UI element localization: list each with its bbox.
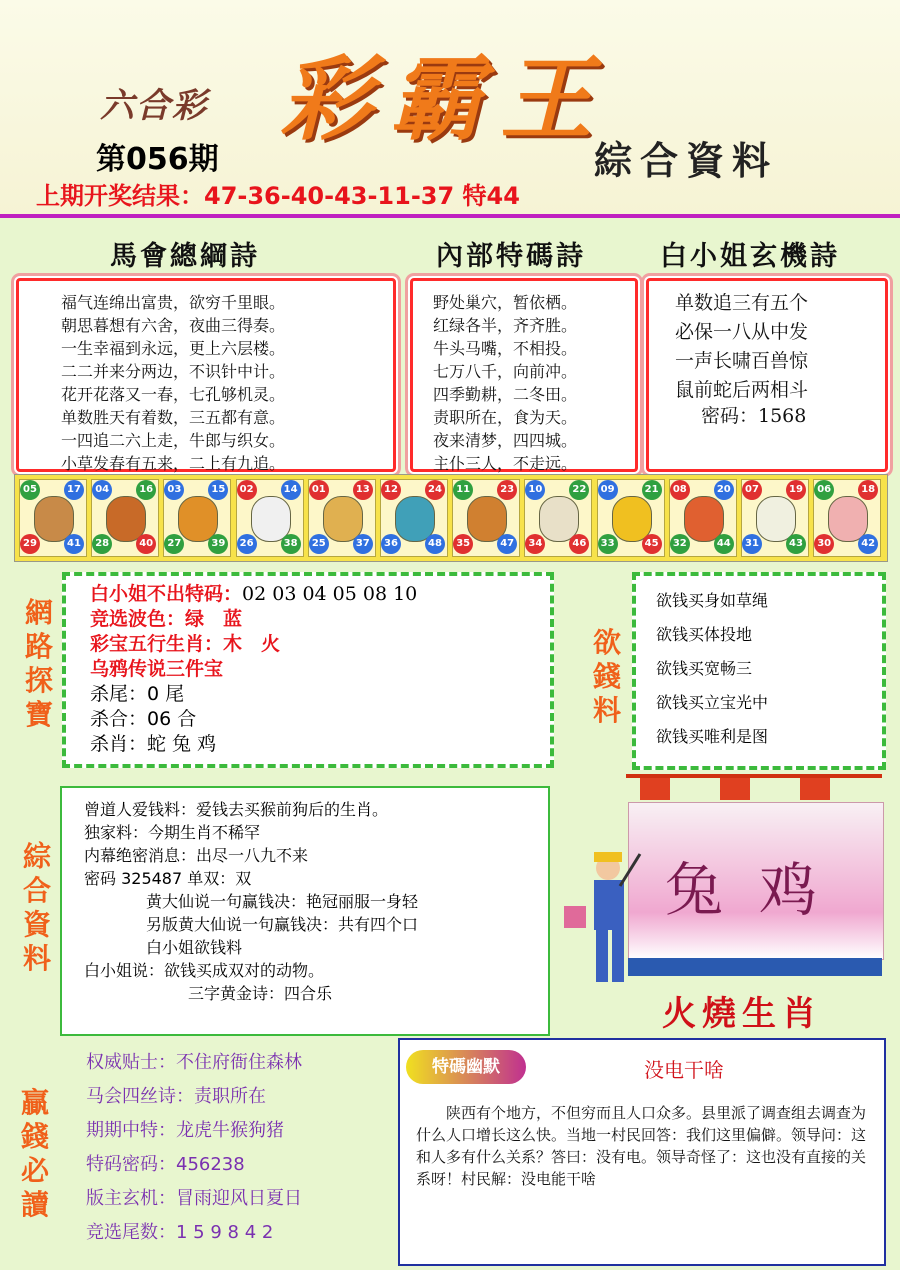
zodiac-cell [741, 479, 809, 557]
poem2-box [410, 278, 638, 472]
money-line: 欲钱买立宝光中 [656, 693, 769, 712]
zodiac-number: 24 [425, 480, 445, 500]
poem-line: 鼠前蛇后两相斗 [675, 379, 809, 401]
zodiac-number: 40 [136, 534, 156, 554]
side-label-char: 綜 [22, 840, 51, 873]
zodiac-number: 21 [642, 480, 662, 500]
winning-row [86, 1148, 302, 1182]
winning-label: 马会四丝诗： [86, 1086, 194, 1107]
zodiac-number: 33 [598, 534, 618, 554]
composite-line: 白小姐说：欲钱买成双对的动物。 [84, 961, 325, 980]
zodiac-number: 32 [670, 534, 690, 554]
money-side-label [590, 626, 624, 728]
poem-line: 小草发春有五来，二上有九追。 [61, 454, 286, 473]
subtitle: 綜合資料 [594, 138, 779, 183]
money-line: 欲钱买身如草绳 [656, 591, 769, 610]
zodiac-number: 36 [381, 534, 401, 554]
zodiac-number: 25 [309, 534, 329, 554]
poem-line: 夜来清梦，四四城。 [433, 431, 578, 450]
zodiac-number: 13 [353, 480, 373, 500]
l7-label: 杀肖： [90, 733, 148, 755]
zodiac-number: 29 [20, 534, 40, 554]
poem3-code: 密码：1568 [701, 405, 807, 427]
composite-side-label [20, 840, 54, 976]
zodiac-number: 08 [670, 480, 690, 500]
winning-label: 竞选尾数： [86, 1222, 176, 1243]
composite-line: 内幕绝密消息：出尽一八九不来 [84, 846, 309, 865]
side-label-char: 讀 [20, 1188, 49, 1221]
l1-value: 02 03 04 05 08 10 [242, 583, 418, 605]
poem1-lines [19, 281, 393, 475]
winning-row [86, 1114, 302, 1148]
zodiac-number: 09 [598, 480, 618, 500]
poem-line: 牛头马嘴，不相投。 [433, 339, 578, 358]
side-label-char: 錢 [20, 1120, 49, 1153]
zodiac-strip [14, 474, 888, 562]
issue-number: 第056期 [96, 142, 219, 177]
poem-line: 一声长啸百兽惊 [675, 350, 809, 372]
l4-text: 乌鸦传说三件宝 [90, 658, 224, 680]
winning-value: 责职所在 [194, 1086, 266, 1107]
winning-label: 权威贴士： [86, 1052, 176, 1073]
zodiac-number: 04 [92, 480, 112, 500]
board-lamp [640, 778, 670, 800]
logo-title: 彩霸王 [280, 45, 611, 153]
zodiac-number: 15 [208, 480, 228, 500]
side-label-char: 欲 [592, 626, 621, 659]
side-label-char: 合 [22, 874, 51, 907]
side-label-char: 探 [24, 664, 53, 697]
board-caption: 火燒生肖 [662, 994, 822, 1034]
zodiac-number: 22 [569, 480, 589, 500]
poem3-lines [649, 281, 885, 405]
zodiac-number: 19 [786, 480, 806, 500]
zodiac-number: 27 [164, 534, 184, 554]
poem-line: 一四追二六上走，牛郎与织女。 [61, 431, 286, 450]
poem1-title: 馬會總綱詩 [110, 241, 260, 272]
zodiac-number: 39 [208, 534, 228, 554]
winning-row [86, 1080, 302, 1114]
poem-line: 七万八千，向前冲。 [433, 362, 578, 381]
zodiac-number: 34 [525, 534, 545, 554]
zodiac-cell [236, 479, 304, 557]
zodiac-number: 31 [742, 534, 762, 554]
side-label-char: 料 [22, 942, 51, 975]
composite-line: 另版黄大仙说一句赢钱决：共有四个口 [146, 915, 419, 934]
zodiac-number: 46 [569, 534, 589, 554]
zodiac-number: 12 [381, 480, 401, 500]
poem-line: 必保一八从中发 [675, 321, 809, 343]
joke-box [398, 1038, 886, 1266]
winning-row [86, 1046, 302, 1080]
poem1-box [16, 278, 396, 472]
l3-label: 彩宝五行生肖： [90, 633, 224, 655]
poem-line: 红绿各半，齐齐胜。 [433, 316, 578, 335]
money-line: 欲钱买体投地 [656, 625, 753, 644]
board-base [628, 958, 882, 976]
poem-line: 花开花落又一春，七孔够机灵。 [61, 385, 286, 404]
side-label-char: 網 [24, 596, 53, 629]
zodiac-number: 16 [136, 480, 156, 500]
poem-line: 二二并来分两边，不识针中计。 [61, 362, 286, 381]
zodiac-cell [524, 479, 592, 557]
money-lines [636, 576, 882, 754]
poem2-title: 內部特碼詩 [436, 241, 586, 272]
composite-lines [62, 788, 548, 1005]
winning-value: 1 5 9 8 4 2 [176, 1222, 274, 1243]
l6-value: 06 合 [147, 708, 197, 730]
zodiac-cell [380, 479, 448, 557]
side-label-char: 資 [22, 908, 51, 941]
l2-value: 绿 蓝 [185, 608, 243, 630]
poem3-box [646, 278, 888, 472]
winning-label: 版主玄机： [86, 1188, 176, 1209]
board-lamp [720, 778, 750, 800]
board-lamp [800, 778, 830, 800]
zodiac-number: 35 [453, 534, 473, 554]
zodiac-number: 11 [453, 480, 473, 500]
zodiac-cell [91, 479, 159, 557]
poem-line: 四季勤耕，二冬田。 [433, 385, 578, 404]
zodiac-number: 41 [64, 534, 84, 554]
zodiac-number: 06 [814, 480, 834, 500]
poem2-lines [413, 281, 635, 475]
poem-line: 福气连绵出富贵，欲穷千里眼。 [61, 293, 286, 312]
composite-line: 黄大仙说一句赢钱决：艳冠丽服一身轻 [146, 892, 419, 911]
joke-badge: 特碼幽默 [406, 1050, 526, 1084]
l3-value: 木 火 [223, 633, 281, 655]
zodiac-cell [308, 479, 376, 557]
zodiac-cell [669, 479, 737, 557]
zodiac-number: 18 [858, 480, 878, 500]
zodiac-cell [813, 479, 881, 557]
winning-row [86, 1216, 302, 1250]
winning-value: 龙虎牛猴狗猪 [176, 1120, 284, 1141]
winning-label: 特码密码： [86, 1154, 176, 1175]
side-label-char: 料 [592, 694, 621, 727]
winning-row [86, 1182, 302, 1216]
poem-line: 朝思暮想有六舍，夜曲三得奏。 [61, 316, 286, 335]
zodiac-number: 10 [525, 480, 545, 500]
side-label-char: 贏 [20, 1086, 49, 1119]
painter-icon [560, 850, 650, 990]
zodiac-number: 03 [164, 480, 184, 500]
zodiac-number: 17 [64, 480, 84, 500]
zodiac-number: 02 [237, 480, 257, 500]
network-side-label [22, 596, 56, 732]
zodiac-number: 44 [714, 534, 734, 554]
money-line: 欲钱买唯利是图 [656, 727, 769, 746]
composite-line: 独家料：今期生肖不稀罕 [84, 823, 261, 842]
zodiac-number: 48 [425, 534, 445, 554]
zodiac-number: 47 [497, 534, 517, 554]
composite-box [60, 786, 550, 1036]
winning-value: 冒雨迎风日夏日 [176, 1188, 302, 1209]
zodiac-number: 37 [353, 534, 373, 554]
money-box [632, 572, 886, 770]
zodiac-number: 45 [642, 534, 662, 554]
poem-line: 一生幸福到永远，更上六层楼。 [61, 339, 286, 358]
zodiac-number: 43 [786, 534, 806, 554]
zodiac-cell [19, 479, 87, 557]
l5-label: 杀尾： [90, 683, 148, 705]
winning-side-label [18, 1086, 52, 1222]
zodiac-number: 20 [714, 480, 734, 500]
money-line: 欲钱买宽畅三 [656, 659, 753, 678]
composite-line: 曾道人爱钱料：爱钱去买猴前狗后的生肖。 [84, 800, 389, 819]
zodiac-number: 01 [309, 480, 329, 500]
zodiac-number: 42 [858, 534, 878, 554]
zodiac-cell [597, 479, 665, 557]
zodiac-number: 05 [20, 480, 40, 500]
winning-list [86, 1046, 302, 1250]
zodiac-cell [452, 479, 520, 557]
joke-body: 陕西有个地方，不但穷而且人口众多。县里派了调查组去调查为什么人口增长这么快。当地一村民回答：我们这里偏僻。领导问：这和人多有什么关系？答曰：没有电。领导奇怪了：这也没有直接的关系呀！村民解：没电能干啥 [416, 1104, 867, 1188]
network-box [62, 572, 554, 768]
winning-value: 456238 [176, 1154, 245, 1175]
composite-line: 三字黄金诗：四合乐 [188, 984, 333, 1003]
joke-title: 没电干啥 [644, 1058, 724, 1082]
l1-label: 白小姐不出特码： [90, 583, 243, 605]
zodiac-number: 30 [814, 534, 834, 554]
side-label-char: 寶 [24, 698, 53, 731]
l2-label: 竞选波色： [90, 608, 186, 630]
poem-line: 单数胜天有着数，三五都有意。 [61, 408, 286, 427]
composite-line: 密码 325487 单双：双 [84, 869, 252, 888]
l6-label: 杀合： [90, 708, 148, 730]
poem3-title: 白小姐玄機詩 [660, 241, 840, 272]
poem-line: 责职所在，食为天。 [433, 408, 578, 427]
poem-line: 主仆三人，不走远。 [433, 454, 578, 473]
board-text: 兔鸡 [665, 856, 854, 924]
zodiac-number: 38 [281, 534, 301, 554]
l5-value: 0 尾 [147, 683, 185, 705]
last-result: 上期开奖结果：47-36-40-43-11-37 特44 [36, 182, 520, 210]
winning-label: 期期中特： [86, 1120, 176, 1141]
zodiac-number: 23 [497, 480, 517, 500]
side-label-char: 路 [24, 630, 53, 663]
poem-line: 野处巢穴，暂依栖。 [433, 293, 578, 312]
winning-value: 不住府衙住森林 [176, 1052, 302, 1073]
side-label-char: 必 [20, 1154, 49, 1187]
signboard [628, 802, 884, 960]
l7-value: 蛇 兔 鸡 [147, 733, 217, 755]
composite-line: 白小姐欲钱料 [146, 938, 243, 957]
zodiac-cell [163, 479, 231, 557]
zodiac-number: 28 [92, 534, 112, 554]
poem-line: 单数追三有五个 [675, 292, 809, 314]
side-label-char: 錢 [592, 660, 621, 693]
brand-small: 六合彩 [100, 86, 208, 126]
zodiac-number: 07 [742, 480, 762, 500]
zodiac-number: 26 [237, 534, 257, 554]
zodiac-number: 14 [281, 480, 301, 500]
